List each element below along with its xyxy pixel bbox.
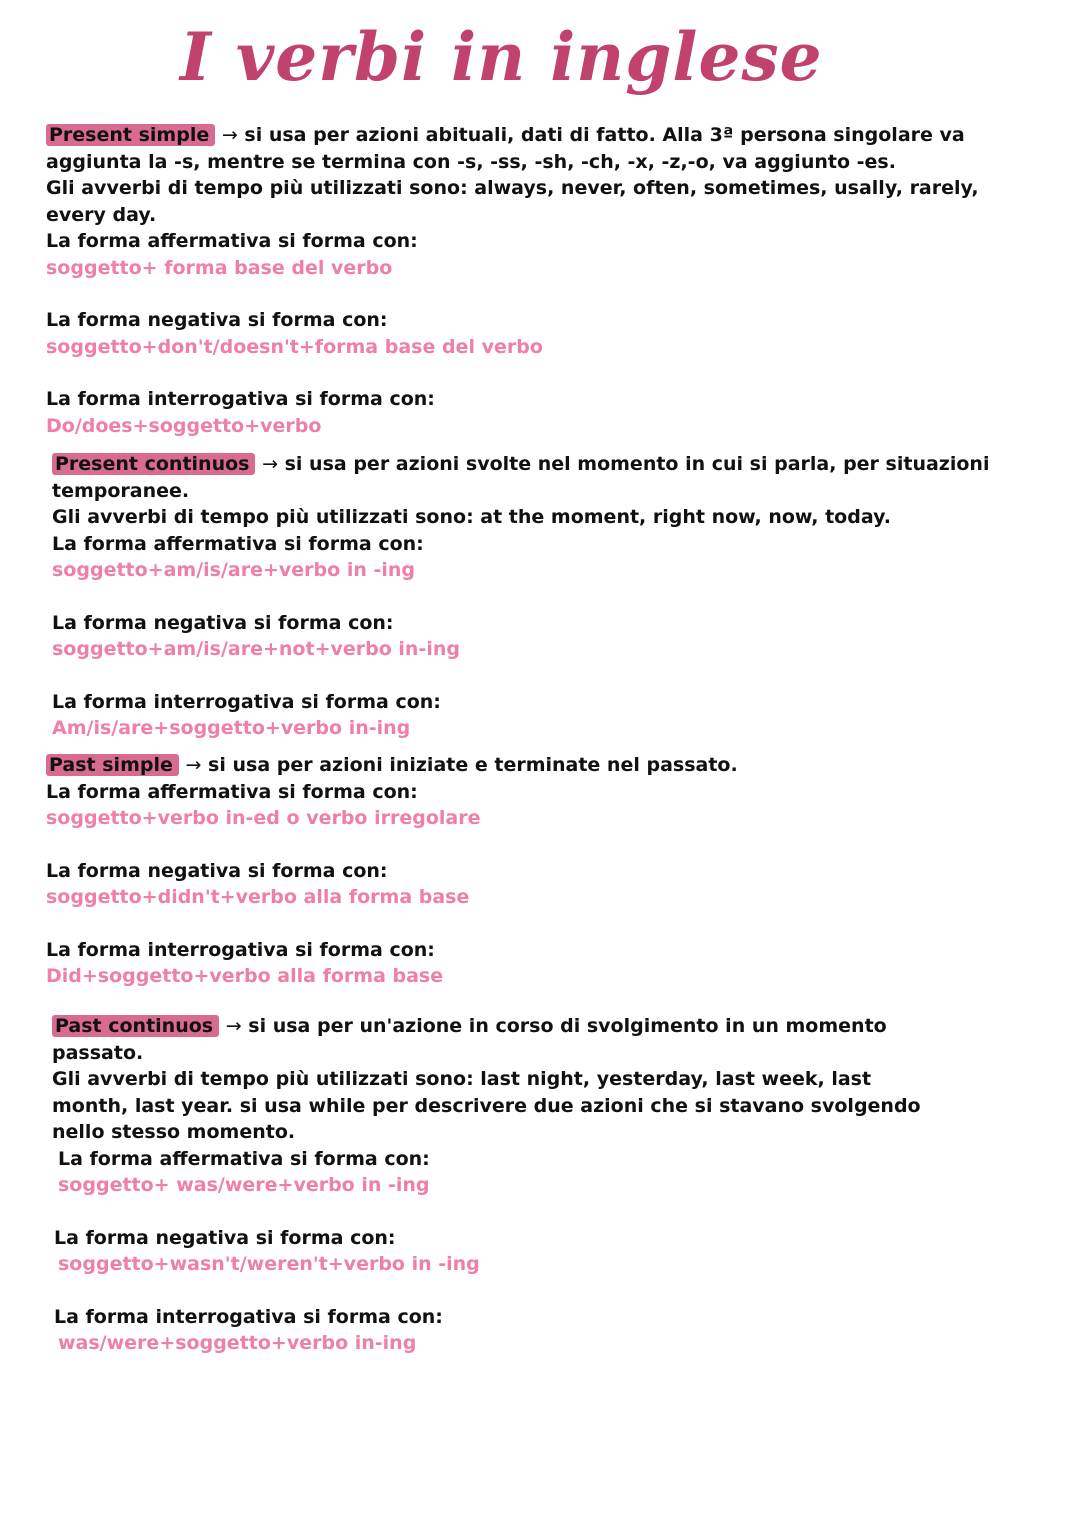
form-formula: Did+soggetto+verbo alla forma base <box>46 965 444 987</box>
form-formula: soggetto+verbo in-ed o verbo irregolare <box>46 807 481 829</box>
form-formula: Do/does+soggetto+verbo <box>46 414 322 437</box>
section-past-simple <box>46 752 1006 990</box>
section-heading-highlight: Past simple <box>46 754 179 776</box>
description-line: nello stesso momento. <box>52 1121 296 1143</box>
form-label: La forma affermativa si forma con: <box>46 780 418 803</box>
section-present-simple <box>46 122 1006 439</box>
description-line: si usa per un'azione in corso di svolgimento in un momento <box>248 1015 887 1037</box>
form-formula: soggetto+ was/were+verbo in -ing <box>58 1174 430 1196</box>
section-intro-line <box>52 451 1012 478</box>
section-heading-highlight: Past continuos <box>52 1015 219 1037</box>
form-formula: soggetto+ forma base del verbo <box>46 256 393 279</box>
arrow-icon: → <box>225 1015 242 1037</box>
form-formula: soggetto+don't/doesn't+forma base del verbo <box>46 335 543 358</box>
arrow-icon: → <box>262 453 278 475</box>
form-label: La forma negativa si forma con: <box>52 611 394 634</box>
section-past-continuos <box>52 1013 1012 1357</box>
form-formula: soggetto+wasn't/weren't+verbo in -ing <box>58 1253 480 1275</box>
form-label: La forma affermativa si forma con: <box>46 230 418 252</box>
description-line: si usa per azioni abituali, dati di fatto. Alla 3ª persona singolare va <box>244 124 965 146</box>
form-label: La forma negativa si forma con: <box>46 309 388 331</box>
section-heading-highlight: Present continuos <box>52 453 255 475</box>
description-line: every day. <box>46 203 157 226</box>
form-formula: Am/is/are+soggetto+verbo in-ing <box>52 717 411 739</box>
arrow-icon: → <box>185 754 202 776</box>
form-label: La forma affermativa si forma con: <box>58 1147 430 1170</box>
form-label: La forma interrogativa si forma con: <box>54 1305 443 1328</box>
form-label: La forma negativa si forma con: <box>46 859 388 882</box>
description-line: Gli avverbi di tempo più utilizzati sono: at the moment, right now, now, today. <box>52 506 891 528</box>
description-line: month, last year. si usa while per descrivere due azioni che si stavano svolgendo <box>52 1094 921 1117</box>
description-line: temporanee. <box>52 479 190 502</box>
section-intro-line <box>46 122 1006 149</box>
description-line: si usa per azioni iniziate e terminate nel passato. <box>208 754 738 776</box>
description-line: Gli avverbi di tempo più utilizzati sono: always, never, often, sometimes, usally, rarely, <box>46 177 979 199</box>
form-label: La forma interrogativa si forma con: <box>46 388 435 410</box>
form-label: La forma negativa si forma con: <box>54 1226 396 1249</box>
form-formula: was/were+soggetto+verbo in-ing <box>58 1332 417 1354</box>
section-present-continuos <box>52 451 1012 742</box>
form-label: La forma interrogativa si forma con: <box>52 690 441 713</box>
description-line: aggiunta la -s, mentre se termina con -s, -ss, -sh, -ch, -x, -z,-o, va aggiunto -es. <box>46 150 896 173</box>
section-intro-line <box>52 1013 1012 1040</box>
description-line: Gli avverbi di tempo più utilizzati sono: last night, yesterday, last week, last <box>52 1068 872 1090</box>
form-label: La forma affermativa si forma con: <box>52 532 424 555</box>
section-intro-line <box>46 752 1006 779</box>
form-formula: soggetto+am/is/are+not+verbo in-ing <box>52 638 460 660</box>
form-formula: soggetto+didn't+verbo alla forma base <box>46 886 470 908</box>
section-heading-highlight: Present simple <box>46 124 215 146</box>
page-title: I verbi in inglese <box>180 18 823 96</box>
form-formula: soggetto+am/is/are+verbo in -ing <box>52 559 415 581</box>
description-line: passato. <box>52 1041 144 1064</box>
arrow-icon: → <box>221 124 238 146</box>
description-line: si usa per azioni svolte nel momento in cui si parla, per situazioni <box>284 453 990 475</box>
form-label: La forma interrogativa si forma con: <box>46 938 435 961</box>
